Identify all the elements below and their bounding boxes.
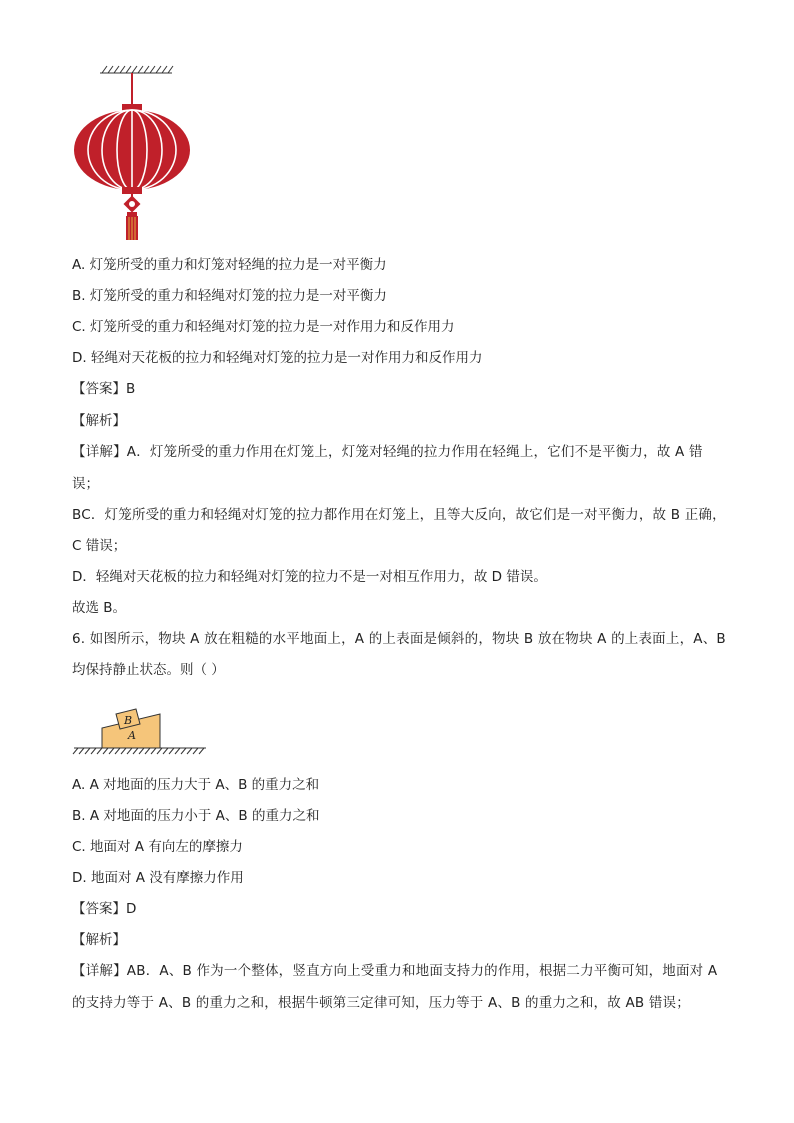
q6-stem-line-1: 6. 如图所示，物块 A 放在粗糙的水平地面上，A 的上表面是倾斜的，物块 B 放在物块 A 的上表面上，A、B	[72, 631, 726, 647]
tassel-bead	[127, 212, 137, 216]
q5-option-b: B. 灯笼所受的重力和轻绳对灯笼的拉力是一对平衡力	[72, 288, 387, 304]
q5-detail-line-2: 误；	[72, 476, 99, 492]
q5-detail-line-3: BC．灯笼所受的重力和轻绳对灯笼的拉力都作用在灯笼上，且等大反向，故它们是一对平衡力，故 B 正确，	[72, 507, 726, 523]
incline-figure	[72, 694, 208, 758]
q5-detail-line-1: 【详解】A．灯笼所受的重力作用在灯笼上，灯笼对轻绳的拉力作用在轻绳上，它们不是平衡力，故 A 错	[72, 444, 703, 460]
q6-detail-line-1: 【详解】AB．A、B 作为一个整体，竖直方向上受重力和地面支持力的作用，根据二力平衡可知，地面对 A	[72, 963, 718, 979]
q5-option-c: C. 灯笼所受的重力和轻绳对灯笼的拉力是一对作用力和反作用力	[72, 319, 455, 335]
q5-detail-line-5: D．轻绳对天花板的拉力和轻绳对灯笼的拉力不是一对相互作用力，故 D 错误。	[72, 569, 547, 585]
q5-analysis-heading: 【解析】	[72, 413, 126, 429]
ground-hatch	[73, 748, 206, 754]
label-a: A	[128, 729, 136, 742]
knot-icon	[124, 196, 141, 213]
q6-detail-line-2: 的支持力等于 A、B 的重力之和，根据牛顿第三定律可知，压力等于 A、B 的重力之和，故 AB 错误；	[72, 995, 690, 1011]
ceiling-hatch	[100, 66, 173, 73]
q6-option-b: B. A 对地面的压力小于 A、B 的重力之和	[72, 808, 320, 824]
label-b: B	[124, 714, 133, 727]
q6-answer: 【答案】D	[72, 901, 137, 917]
lantern-body	[74, 110, 190, 190]
q6-analysis-heading: 【解析】	[72, 932, 126, 948]
q5-option-d: D. 轻绳对天花板的拉力和轻绳对灯笼的拉力是一对作用力和反作用力	[72, 350, 483, 366]
q5-answer: 【答案】B	[72, 381, 136, 397]
q5-option-a: A. 灯笼所受的重力和灯笼对轻绳的拉力是一对平衡力	[72, 257, 387, 273]
q6-option-c: C. 地面对 A 有向左的摩擦力	[72, 839, 243, 855]
lantern-figure	[70, 62, 194, 242]
q6-option-d: D. 地面对 A 没有摩擦力作用	[72, 870, 244, 886]
q6-stem-line-2: 均保持静止状态。则（ ）	[72, 662, 225, 678]
tassel	[126, 216, 138, 240]
q5-detail-line-4: C 错误；	[72, 538, 127, 554]
q5-conclusion: 故选 B。	[72, 600, 127, 616]
q6-option-a: A. A 对地面的压力大于 A、B 的重力之和	[72, 777, 320, 793]
lantern-bottom-cap	[122, 187, 142, 194]
